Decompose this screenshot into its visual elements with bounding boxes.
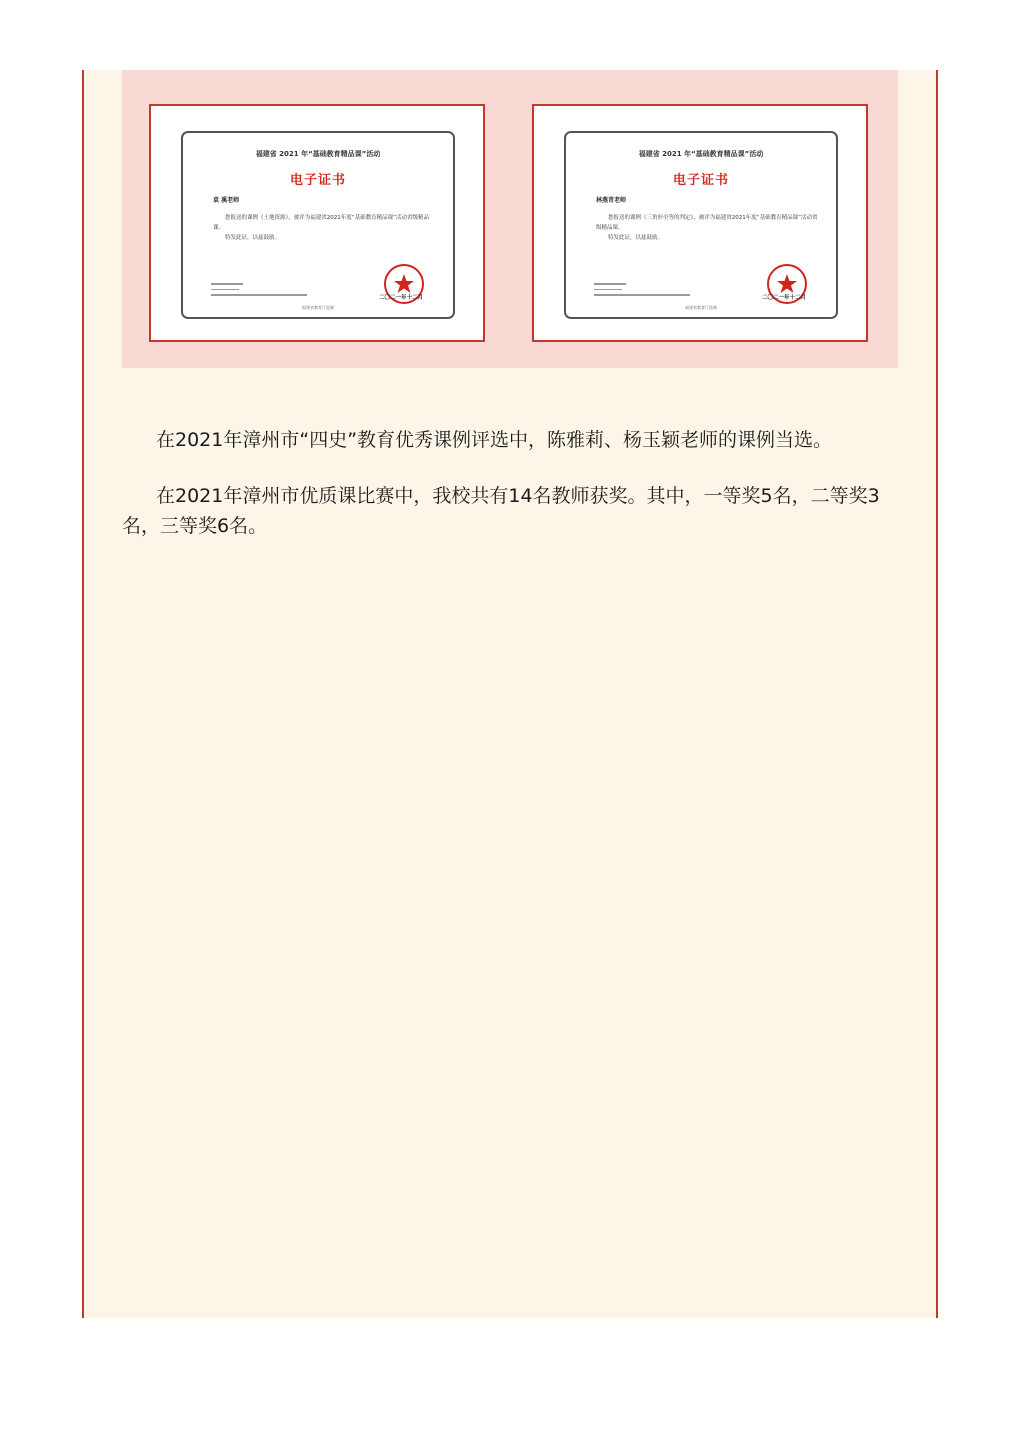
certificate-date: 二〇二一年十二月 xyxy=(762,295,807,301)
certificate-image-1 xyxy=(149,104,485,342)
certificate-date: 二〇二一年十二月 xyxy=(379,295,424,301)
certificate-body-text: 您报送的课例《土地资源》，被评为福建省2021年度“基础教育精品课”活动省级精品课。 xyxy=(213,215,429,231)
certificate-recipient: 林燕青老师 xyxy=(596,197,627,204)
certificate-closing: 特发此证，以兹鼓励。 xyxy=(608,235,664,241)
certificate-header: 福建省 2021 年“基础教育精品课”活动 xyxy=(638,150,764,158)
paragraph-quality-lesson-award: 在2021年漳州市优质课比赛中，我校共有14名教师获奖。其中，一等奖5名，二等奖3名，三等奖6名。 xyxy=(122,485,880,537)
certificate-issuer: 福建省教育厅监制 xyxy=(302,305,334,310)
left-border-line xyxy=(82,70,84,1318)
certificate-closing: 特发此证，以兹鼓励。 xyxy=(225,235,281,241)
certificate-header: 福建省 2021 年“基础教育精品课”活动 xyxy=(255,150,381,158)
paragraph-four-history-award: 在2021年漳州市“四史”教育优秀课例评选中，陈雅莉、杨玉颖老师的课例当选。 xyxy=(156,429,833,451)
certificate-issuer: 福建省教育厅监制 xyxy=(685,305,717,310)
certificate-frame xyxy=(181,131,455,319)
certificate-fine-print xyxy=(211,283,216,300)
certificate-body xyxy=(213,213,439,243)
certificate-frame xyxy=(564,131,838,319)
certificate-body-text: 您报送的课例《三角形全等的判定》，被评为福建省2021年度“基础教育精品课”活动省级精品课。 xyxy=(596,215,818,231)
certificate-title: 电子证书 xyxy=(289,173,346,188)
certificate-body xyxy=(596,213,822,243)
certificate-fine-print xyxy=(594,283,599,300)
certificate-image-2 xyxy=(532,104,868,342)
certificate-recipient: 袁 溪老师 xyxy=(213,197,240,204)
certificate-title: 电子证书 xyxy=(672,173,729,188)
right-border-line xyxy=(936,70,938,1318)
